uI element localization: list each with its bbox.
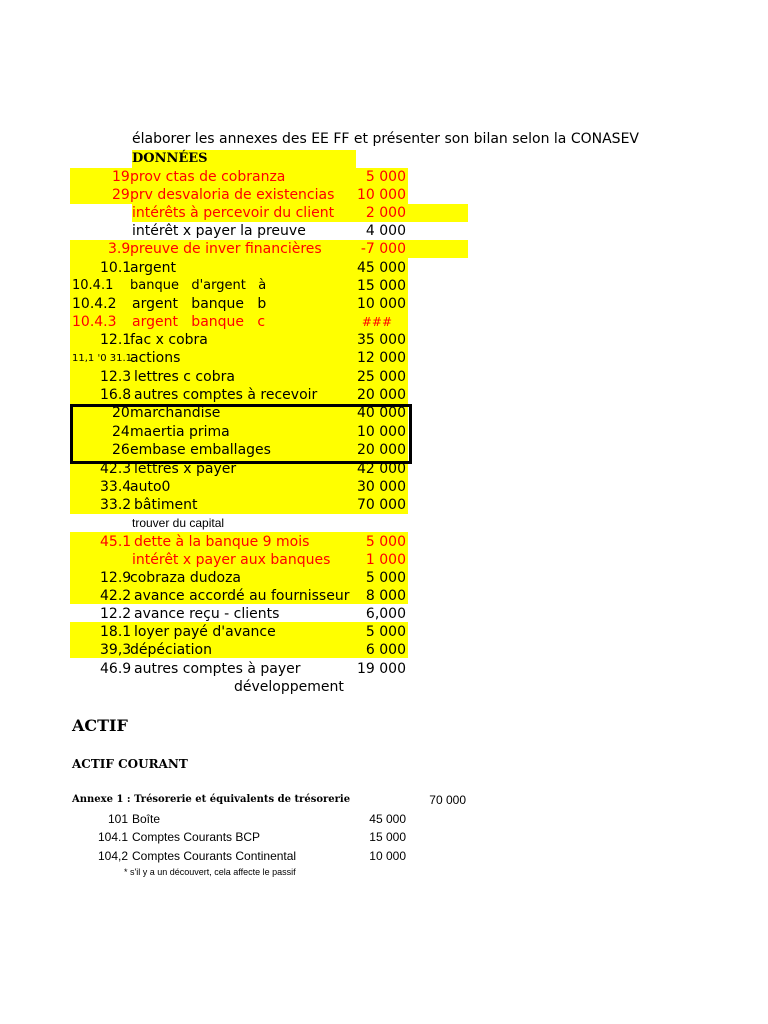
row-code: 10.4.2 (72, 296, 117, 312)
row-label: bâtiment (134, 497, 198, 513)
donnees-title: DONNÉES (132, 151, 208, 166)
row-code: 33.2 (100, 497, 132, 513)
row-label: prv desvaloria de existencias (130, 187, 335, 203)
row-label: intérêt x payer la preuve (132, 223, 306, 239)
row-value: 5 000 (365, 570, 406, 586)
row-code: 29 (112, 187, 130, 203)
row-code: 3.9 (108, 241, 131, 257)
row-code: 12.3 (100, 369, 132, 385)
row-label: loyer payé d'avance (134, 624, 276, 640)
annexe1-line-code: 104,2 (98, 849, 129, 863)
row-value: 70 000 (357, 497, 406, 513)
row-code: 33.4 (100, 479, 132, 495)
row-value: 25 000 (357, 369, 406, 385)
row-value: 6,000 (365, 606, 406, 622)
row-label: lettres c cobra (134, 369, 235, 385)
row-code: 10.1 (100, 260, 132, 276)
row-label: prov ctas de cobranza (130, 169, 286, 185)
row-value: 15 000 (357, 278, 406, 294)
row-label: cobraza dudoza (130, 570, 242, 586)
row-label: intérêt x payer aux banques (132, 552, 331, 568)
row-label: autres comptes à payer (134, 661, 301, 677)
row-label: actions (130, 350, 181, 366)
annexe1-title: Annexe 1 : Trésorerie et équivalents de trésorerie (72, 794, 351, 805)
row-value: 6 000 (365, 642, 406, 658)
row-value: 12 000 (357, 350, 406, 366)
row-value: 2 000 (365, 205, 406, 221)
row-value: 35 000 (357, 332, 406, 348)
row-code: 10.4.1 (72, 278, 114, 293)
row-value: ### (361, 315, 392, 329)
row-label: argent banque b (132, 296, 267, 312)
row-label: marchandise (130, 405, 221, 421)
row-code: 12.2 (100, 606, 132, 622)
annexe1-line-value: 45 000 (369, 812, 406, 826)
row-value: 1 000 (365, 552, 406, 568)
annexe1-line-label: Comptes Courants Continental (132, 849, 297, 863)
row-label: embase emballages (130, 442, 271, 458)
actif-courant-heading: ACTIF COURANT (72, 757, 188, 771)
row-code: 12.9 (100, 570, 132, 586)
row-value: 20 000 (357, 442, 406, 458)
row-value: 42 000 (357, 461, 406, 477)
row-code: 10.4.3 (72, 314, 117, 330)
row-value: -7 000 (360, 241, 406, 257)
row-value: 45 000 (357, 260, 406, 276)
annexe1-line-code: 101 (108, 812, 129, 826)
annexe1-line-value: 10 000 (369, 849, 406, 863)
row-value: 10 000 (357, 187, 406, 203)
row-value: 5 000 (365, 534, 406, 550)
row-value: 30 000 (357, 479, 406, 495)
row-label: preuve de inver financières (130, 241, 322, 257)
row-value: 19 000 (357, 661, 406, 677)
row-code: 45.1 (100, 534, 132, 550)
row-label: dépéciation (130, 642, 212, 658)
developpement-label: développement (234, 679, 344, 695)
row-label: autres comptes à recevoir (134, 387, 318, 403)
row-code: 19 (112, 169, 130, 185)
annexe1-line-label: Comptes Courants BCP (132, 830, 261, 844)
intro-text: élaborer les annexes des EE FF et présenter son bilan selon la CONASEV (132, 131, 639, 147)
row-value: 5 000 (365, 169, 406, 185)
row-label: avance accordé au fournisseur (134, 588, 350, 604)
row-code: 24 (112, 424, 130, 440)
row-code: 42.2 (100, 588, 132, 604)
row-value: 4 000 (365, 223, 406, 239)
row-label: trouver du capital (132, 516, 225, 530)
row-label: banque d'argent à (130, 278, 267, 293)
row-code: 11,1 '0 31.1 (72, 353, 132, 364)
row-label: fac x cobra (130, 332, 208, 348)
row-value: 10 000 (357, 424, 406, 440)
row-label: intérêts à percevoir du client (132, 205, 335, 221)
row-value: 20 000 (357, 387, 406, 403)
row-code: 20 (112, 405, 130, 421)
annexe1-line-label: Boîte (132, 812, 161, 826)
row-label: maertia prima (130, 424, 230, 440)
actif-heading: ACTIF (72, 716, 128, 735)
row-label: avance reçu - clients (134, 606, 280, 622)
annexe1-line-value: 15 000 (369, 830, 406, 844)
row-code: 12.1 (100, 332, 132, 348)
row-code: 39,3 (100, 642, 132, 658)
row-label: dette à la banque 9 mois (134, 534, 310, 550)
row-code: 16.8 (100, 387, 132, 403)
row-value: 40 000 (357, 405, 406, 421)
annexe1-total: 70 000 (429, 793, 466, 807)
row-code: 18.1 (100, 624, 132, 640)
row-label: auto0 (130, 479, 171, 495)
row-code: 26 (112, 442, 130, 458)
row-label: lettres x payer (134, 461, 237, 477)
row-label: argent banque c (132, 314, 266, 330)
row-value: 8 000 (365, 588, 406, 604)
annexe1-line-code: 104.1 (98, 830, 129, 844)
row-label: argent (130, 260, 176, 276)
row-code: 46.9 (100, 661, 132, 677)
row-value: 5 000 (365, 624, 406, 640)
annexe1-note: * s'il y a un découvert, cela affecte le passif (124, 867, 296, 877)
row-value: 10 000 (357, 296, 406, 312)
row-code: 42.3 (100, 461, 132, 477)
